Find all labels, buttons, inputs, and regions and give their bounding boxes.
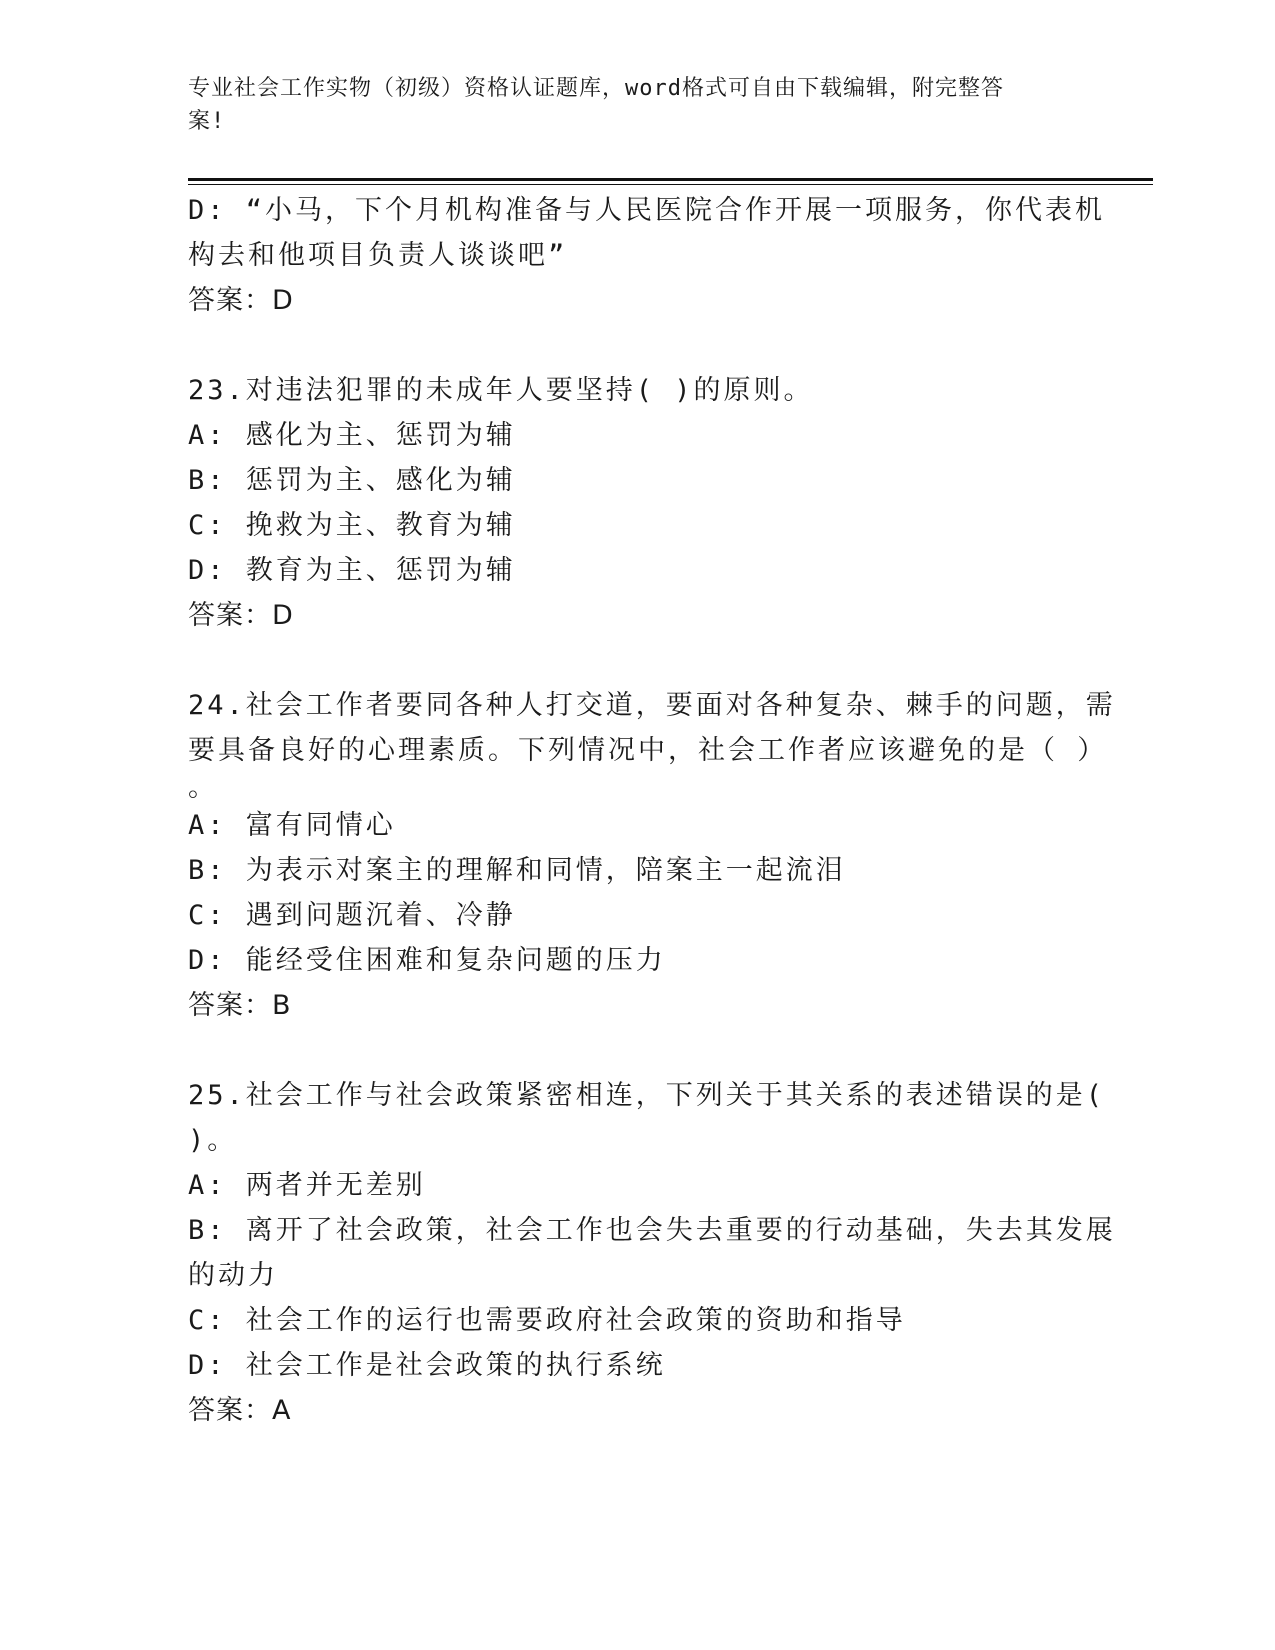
answer: 答案：B xyxy=(188,990,292,1021)
spacer xyxy=(188,323,1088,368)
spacer xyxy=(188,638,1088,683)
question-stem-line-1: 25.社会工作与社会政策紧密相连，下列关于其关系的表述错误的是( xyxy=(188,1080,1106,1111)
question-stem-line-1: 24.社会工作者要同各种人打交道，要面对各种复杂、棘手的问题，需 xyxy=(188,690,1116,721)
option-a: A: 感化为主、惩罚为辅 xyxy=(188,420,516,451)
option-a: A: 两者并无差别 xyxy=(188,1170,426,1201)
option-b-continued: 的动力 xyxy=(188,1260,278,1291)
option-b: B: 为表示对案主的理解和同情，陪案主一起流泪 xyxy=(188,855,846,886)
question-24 xyxy=(188,683,1116,1028)
option-d: D: “小马，下个月机构准备与人民医院合作开展一项服务，你代表机 xyxy=(188,195,1106,226)
header-line-2: 案! xyxy=(188,109,226,134)
spacer xyxy=(188,1028,1088,1073)
header-rule-thick xyxy=(188,178,1153,181)
answer: 答案：D xyxy=(188,285,294,316)
question-content xyxy=(188,188,1116,1433)
option-d: D: 能经受住困难和复杂问题的压力 xyxy=(188,945,666,976)
header-line-1: 专业社会工作实物（初级）资格认证题库，word格式可自由下载编辑，附完整答 xyxy=(188,76,1004,101)
answer: 答案：A xyxy=(188,1395,292,1426)
option-b: B: 离开了社会政策，社会工作也会失去重要的行动基础，失去其发展 xyxy=(188,1215,1116,1246)
option-c: C: 挽救为主、教育为辅 xyxy=(188,510,516,541)
question-stem-line-3: 。 xyxy=(188,772,218,803)
option-b: B: 惩罚为主、感化为辅 xyxy=(188,465,516,496)
option-a: A: 富有同情心 xyxy=(188,810,396,841)
answer: 答案：D xyxy=(188,600,294,631)
option-d: D: 社会工作是社会政策的执行系统 xyxy=(188,1350,666,1381)
page-header xyxy=(188,72,1068,138)
question-23 xyxy=(188,368,1088,638)
question-stem-line-2: 要具备良好的心理素质。下列情况中，社会工作者应该避免的是（ ） xyxy=(188,735,1108,766)
header-rule-thin xyxy=(188,184,1153,185)
option-d: D: 教育为主、惩罚为辅 xyxy=(188,555,516,586)
question-22-tail xyxy=(188,188,1106,323)
question-25 xyxy=(188,1073,1116,1433)
option-c: C: 社会工作的运行也需要政府社会政策的资助和指导 xyxy=(188,1305,906,1336)
question-stem: 23.对违法犯罪的未成年人要坚持( )的原则。 xyxy=(188,375,814,406)
question-stem-line-2: )。 xyxy=(188,1125,238,1156)
option-c: C: 遇到问题沉着、冷静 xyxy=(188,900,516,931)
option-d-continued: 构去和他项目负责人谈谈吧” xyxy=(188,240,568,271)
